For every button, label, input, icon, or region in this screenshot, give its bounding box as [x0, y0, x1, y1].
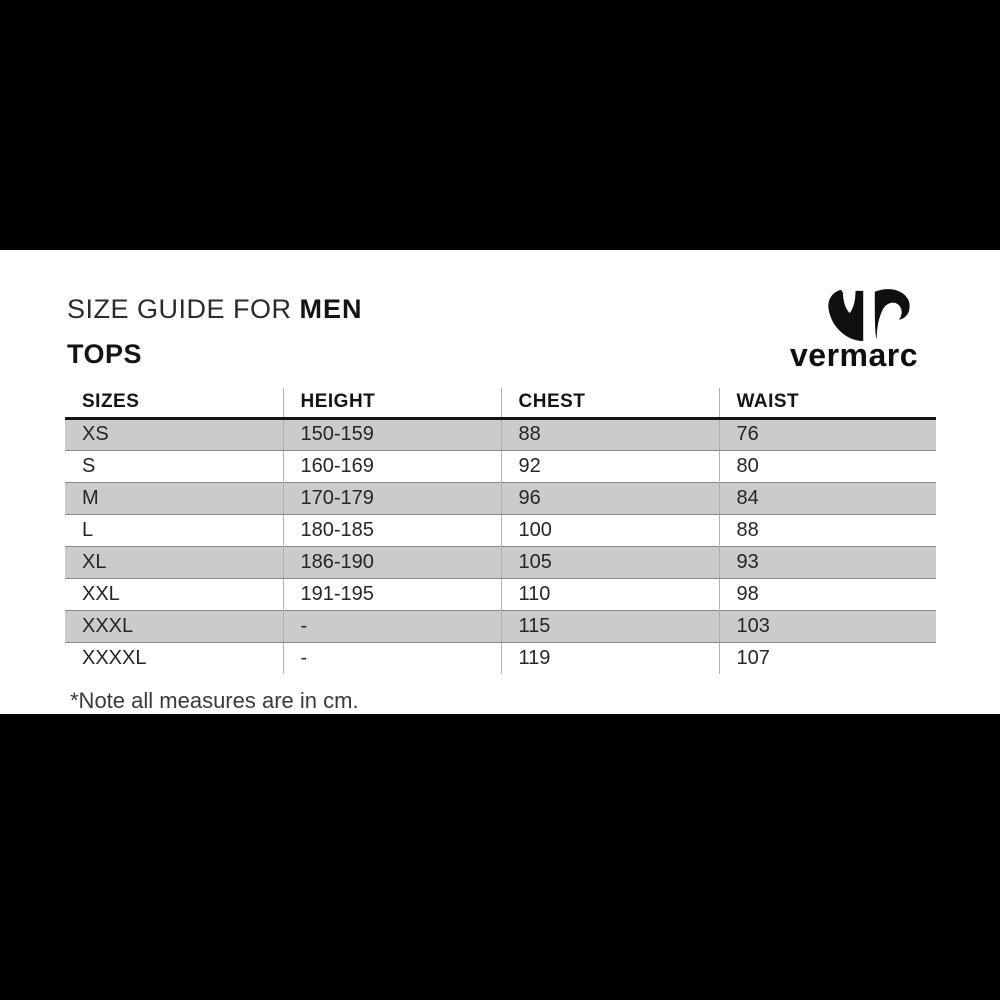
top-black-bar	[0, 0, 1000, 250]
cell-size: XXXXL	[82, 646, 147, 669]
cell-height: 160-169	[283, 450, 501, 482]
measures-note: *Note all measures are in cm.	[70, 688, 359, 713]
cell-size: M	[65, 482, 283, 514]
size-table-header-row	[65, 388, 936, 418]
size-row-xxxl	[65, 610, 936, 642]
cell-height: 186-190	[283, 546, 501, 578]
cell-chest: 119	[501, 642, 719, 674]
category-title: TOPS	[67, 339, 143, 369]
column-header-waist: WAIST	[719, 388, 936, 418]
size-table	[65, 388, 936, 674]
size-row-xxl	[65, 578, 936, 610]
cell-chest: 105	[501, 546, 719, 578]
cell-size: XXL	[82, 582, 120, 605]
cell-chest: 88	[501, 418, 719, 450]
size-row-xxxxl	[65, 642, 936, 674]
cell-height: -	[283, 610, 501, 642]
cell-size: XS	[65, 418, 283, 450]
cell-size: L	[82, 518, 94, 541]
page-title-prefix: SIZE GUIDE FOR	[67, 294, 292, 324]
column-header-sizes: SIZES	[65, 388, 283, 418]
cell-chest: 96	[501, 482, 719, 514]
cell-chest: 92	[501, 450, 719, 482]
size-row-l	[65, 514, 936, 546]
cell-waist: 93	[719, 546, 936, 578]
cell-waist: 80	[719, 450, 936, 482]
size-row-xl	[65, 546, 936, 578]
cell-waist: 103	[719, 610, 936, 642]
cell-size: XL	[65, 546, 283, 578]
cell-height: 150-159	[283, 418, 501, 450]
cell-waist: 107	[719, 642, 936, 674]
cell-waist: 98	[719, 578, 936, 610]
cell-size: S	[82, 454, 96, 477]
column-header-chest: CHEST	[501, 388, 719, 418]
cell-waist: 76	[719, 418, 936, 450]
cell-height: -	[283, 642, 501, 674]
cell-waist: 84	[719, 482, 936, 514]
vermarc-logo	[789, 288, 919, 371]
size-row-m	[65, 482, 936, 514]
page-title-gender: MEN	[299, 294, 363, 324]
cell-chest: 110	[501, 578, 719, 610]
cell-waist: 88	[719, 514, 936, 546]
cell-height: 191-195	[283, 578, 501, 610]
size-row-xs	[65, 418, 936, 450]
cell-height: 180-185	[283, 514, 501, 546]
vermarc-logo-mark	[825, 288, 913, 342]
cell-chest: 115	[501, 610, 719, 642]
column-header-height: HEIGHT	[283, 388, 501, 418]
page-title	[67, 296, 363, 323]
cell-size: XXXL	[65, 610, 283, 642]
vermarc-wordmark: vermarc	[789, 337, 919, 373]
cell-chest: 100	[501, 514, 719, 546]
size-row-s	[65, 450, 936, 482]
cell-height: 170-179	[283, 482, 501, 514]
bottom-black-bar	[0, 714, 1000, 1000]
